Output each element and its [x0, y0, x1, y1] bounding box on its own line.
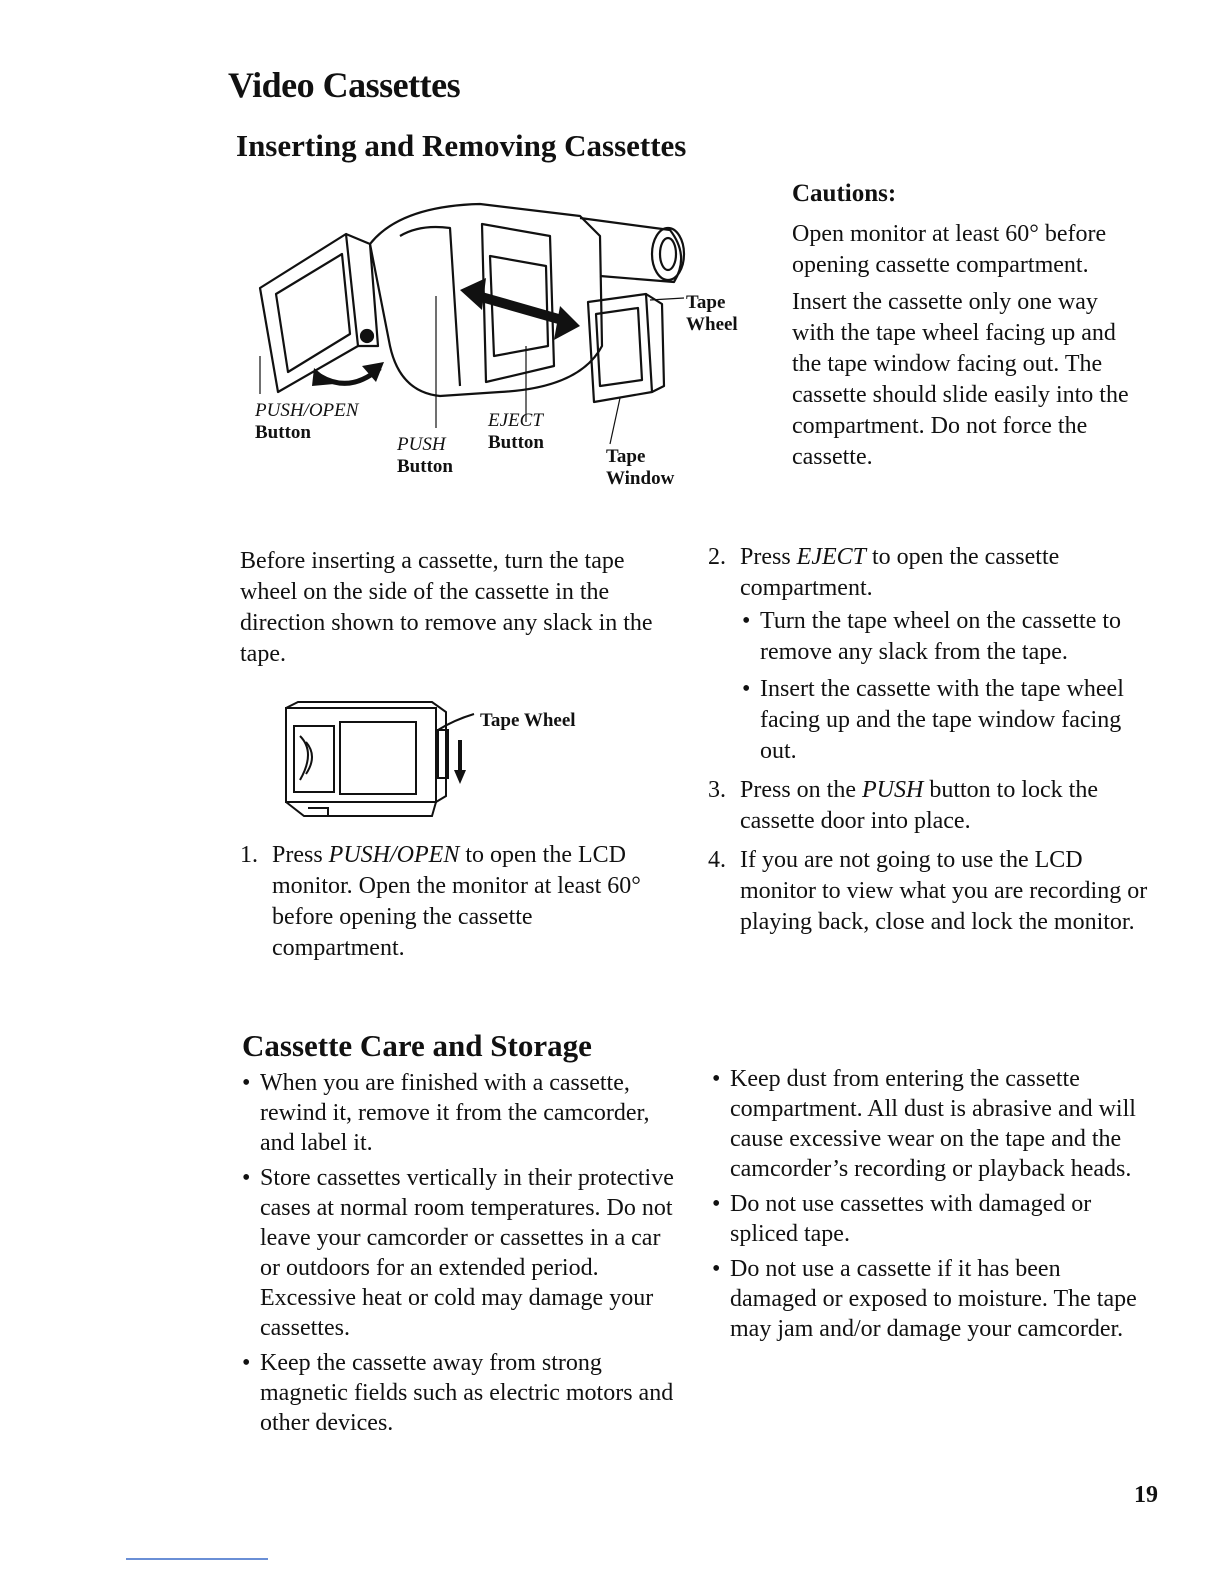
camcorder-illustration: [250, 196, 690, 406]
cassette-figure: [284, 700, 604, 830]
button-name: PUSH/OPEN: [328, 842, 460, 868]
care-item: • Do not use cassettes with damaged or spliced tape.: [710, 1189, 1140, 1249]
intro-paragraph: Before inserting a cassette, turn the tape wheel on the side of the cassette in the direction shown to remove any slack in the tape.: [240, 548, 653, 667]
button-name: PUSH: [862, 777, 924, 803]
camcorder-figure: [250, 196, 750, 496]
care-item: • Store cassettes vertically in their protective cases at normal room temperatures. Do not leave your camcorder or cassettes in a car or outdoors for an extended period. Excessive heat or cold may damage your cassettes.: [240, 1163, 680, 1343]
care-list-right: [710, 1064, 1140, 1349]
push-open-label: PUSH/OPEN Button: [255, 400, 359, 443]
care-item: • When you are finished with a cassette, rewind it, remove it from the camcorder, and label it.: [240, 1068, 680, 1158]
step-number: 2.: [708, 544, 726, 570]
cautions-title: Cautions:: [792, 180, 897, 207]
care-item: • Do not use a cassette if it has been damaged or exposed to moisture. The tape may jam and/or damage your camcorder.: [710, 1254, 1140, 1344]
step-item: 3. Press on the PUSH button to lock the cassette door into place.: [708, 777, 1098, 834]
cautions-box: [792, 178, 1132, 479]
footer-rule: [126, 1558, 268, 1560]
step-number: 1.: [240, 842, 258, 868]
step-number: 3.: [708, 777, 726, 803]
page-number: 19: [1134, 1482, 1158, 1508]
step-bullet: • Insert the cassette with the tape wheel facing up and the tape window facing out.: [740, 674, 1148, 767]
tape-window-label: Tape Window: [606, 446, 675, 489]
tape-wheel-label: Tape Wheel: [686, 292, 738, 335]
button-name: EJECT: [796, 544, 866, 570]
page-title: Video Cassettes: [228, 65, 461, 105]
eject-label: EJECT Button: [488, 410, 544, 453]
steps-2-4: [708, 542, 1148, 946]
push-label: PUSH Button: [397, 434, 453, 477]
step-item: 2. Press EJECT to open the cassette compartment. • Turn the tape wheel on the cassette to remove any slack from the tape. • Insert the cassette with the tape wheel facing up and the tape window facing out.: [708, 542, 1148, 767]
caution-paragraph: Insert the cassette only one way with the tape wheel facing up and the tape window facing out. The cassette should slide easily into the compartment. Do not force the cassette.: [792, 289, 1129, 470]
tape-wheel-label-small: Tape Wheel: [480, 710, 576, 731]
cassette-illustration: [284, 700, 474, 818]
care-list-left: [240, 1068, 680, 1443]
section-title-inserting: Inserting and Removing Cassettes: [236, 128, 687, 163]
step-1: [240, 840, 670, 972]
step-item: 1. Press PUSH/OPEN to open the LCD monitor. Open the monitor at least 60° before opening the cassette compartment.: [240, 842, 641, 961]
care-item: • Keep the cassette away from strong magnetic fields such as electric motors and other devices.: [240, 1348, 680, 1438]
step-bullet: • Turn the tape wheel on the cassette to remove any slack from the tape.: [740, 606, 1148, 668]
step-item: 4. If you are not going to use the LCD monitor to view what you are recording or playing back, close and lock the monitor.: [708, 847, 1148, 935]
caution-paragraph: Open monitor at least 60° before opening cassette compartment.: [792, 221, 1107, 278]
care-item: • Keep dust from entering the cassette compartment. All dust is abrasive and will cause excessive wear on the tape and the camcorder’s recording or playback heads.: [710, 1064, 1140, 1184]
section-title-care: Cassette Care and Storage: [242, 1028, 592, 1063]
step-number: 4.: [708, 847, 726, 873]
